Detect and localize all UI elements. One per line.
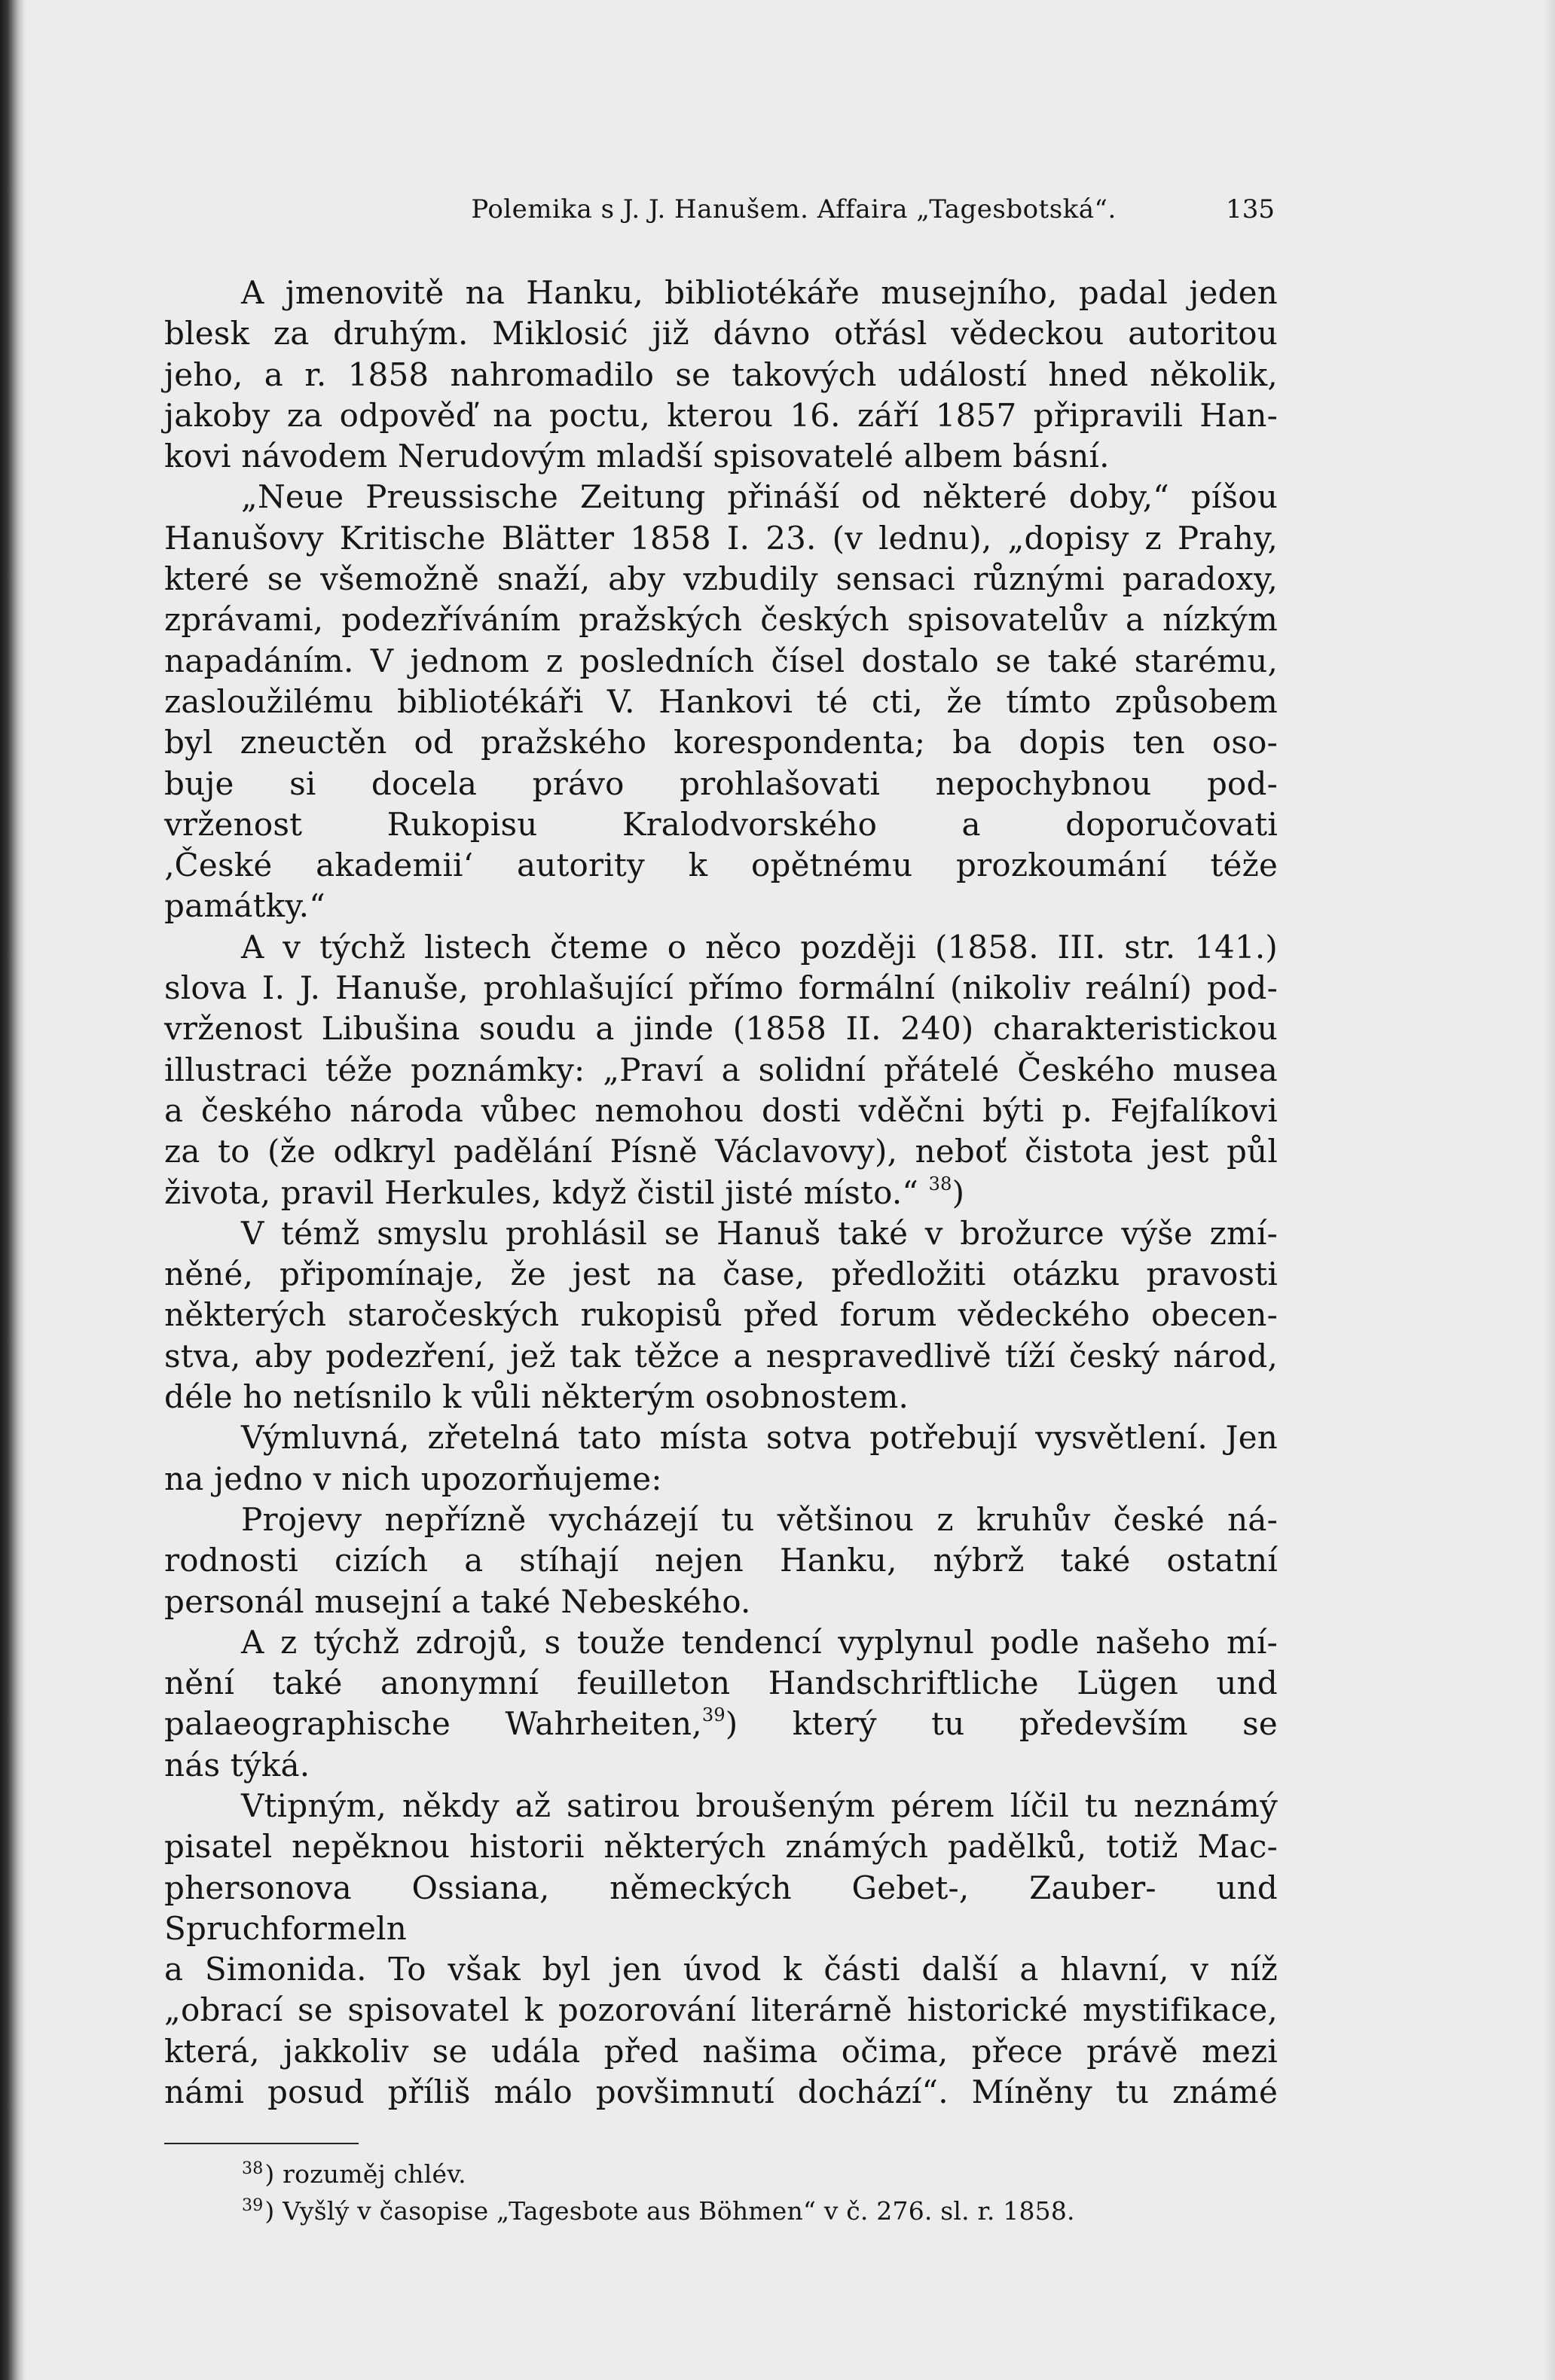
text-line: personál musejní a také Nebeského.: [164, 1582, 751, 1620]
text-line: které se všemožně snaží, aby vzbudily sensaci různými paradoxy,: [164, 560, 1278, 598]
footnote-39: [242, 2190, 1278, 2227]
text-line: vrženost Libušina soudu a jinde (1858 II. 240) charakteristickou: [164, 1010, 1278, 1048]
text-line: nění také anonymní feuilleton Handschriftliche Lügen und: [164, 1664, 1278, 1702]
text-line: nás týká.: [164, 1746, 310, 1783]
text-line: a Simonida. To však byl jen úvod k části další a hlavní, v níž: [164, 1951, 1278, 1988]
text-line-with-ref: života, pravil Herkules, když čistil jisté místo.“ $^{38}$): [164, 1173, 965, 1211]
running-header: [164, 194, 1278, 240]
text-line: kovi návodem Nerudovým mladší spisovatelé albem básní.: [164, 438, 1110, 475]
text-line: vrženost Rukopisu Kralodvorského a doporučovati: [164, 805, 1278, 843]
text-line: Projevy nepřízně vycházejí tu většinou z kruhův české ná-: [241, 1500, 1278, 1538]
header-title: Polemika s J. J. Hanušem. Affaira „Tagesbotská“.: [471, 194, 1117, 224]
text-line: námi posud příliš málo povšimnutí dochází“. Míněny tu známé: [164, 2073, 1278, 2111]
text-line: některých staročeských rukopisů před forum vědeckého obecen-: [164, 1296, 1278, 1334]
text-line-with-ref: palaeographische Wahrheiten,$^{39}$) který tu především se: [164, 1704, 1278, 1743]
scan-edge-right: [1544, 0, 1555, 2380]
text-line: zasloužilému bibliotékáři V. Hankovi té cti, že tímto způsobem: [164, 682, 1278, 720]
text-line: jakoby za odpověď na poctu, kterou 16. září 1857 připravili Han-: [164, 396, 1278, 434]
text-line: déle ho netísnilo k vůli některým osobnostem.: [164, 1378, 909, 1416]
text-line: A v týchž listech čteme o něco později (1858. III. str. 141.): [241, 928, 1278, 966]
text-line: a českého národa vůbec nemohou dosti vděčni býti p. Fejfalíkovi: [164, 1091, 1278, 1129]
text-line: jeho, a r. 1858 nahromadilo se takových událostí hned několik,: [164, 355, 1278, 393]
footnote-rule: [164, 2143, 359, 2144]
scan-edge-left: [0, 0, 26, 2380]
footnote-text: ) Vyšlý v časopise „Tagesbote aus Böhmen“ v č. 276. sl. r. 1858.: [264, 2196, 1075, 2226]
footnote-mark: 39: [242, 2196, 264, 2216]
footnote-text: ) rozuměj chlév.: [264, 2159, 466, 2189]
text-line: památky.“: [164, 887, 325, 925]
text-line: která, jakkoliv se udála před našima očima, přece právě mezi: [164, 2032, 1278, 2070]
text-line: napadáním. V jednom z posledních čísel dostalo se také starému,: [164, 642, 1278, 679]
text-line: V témž smyslu prohlásil se Hanuš také v brožurce výše zmí-: [241, 1214, 1278, 1252]
text-line: stva, aby podezření, jež tak těžce a nespravedlivě tíží český národ,: [164, 1337, 1278, 1375]
text-line: A jmenovitě na Hanku, bibliotékáře musejního, padal jeden: [241, 274, 1278, 311]
line-text: života, pravil Herkules, když čistil jisté místo.“: [164, 1173, 919, 1211]
book-page: [164, 194, 1278, 2227]
text-line: něné, připomínaje, že jest na čase, předložiti otázku pravosti: [164, 1256, 1278, 1293]
text-line: Vtipným, někdy až satirou broušeným pérem líčil tu neznámý: [241, 1787, 1278, 1824]
text-line: rodnosti cizích a stíhají nejen Hanku, nýbrž také ostatní: [164, 1542, 1278, 1579]
text-line: na jedno v nich upozorňujeme:: [164, 1460, 662, 1497]
text-line: slova I. J. Hanuše, prohlašující přímo formální (nikoliv reální) pod-: [164, 969, 1278, 1007]
line-text: palaeographische Wahrheiten,: [164, 1705, 702, 1743]
text-line: byl zneuctěn od pražského korespondenta; ba dopis ten oso-: [164, 724, 1278, 761]
text-line: Hanušovy Kritische Blätter 1858 I. 23. (v lednu), „dopisy z Prahy,: [164, 519, 1278, 557]
text-line: „Neue Preussische Zeitung přináší od některé doby,“ píšou: [241, 478, 1278, 516]
text-line: illustraci téže poznámky: „Praví a solidní přátelé Českého musea: [164, 1051, 1278, 1088]
page-number: 135: [1226, 194, 1275, 224]
footnote-ref-39: 39: [701, 1704, 726, 1726]
footnote-38: [242, 2153, 1278, 2190]
text-line: za to (že odkryl padělání Písně Václavovy), neboť čistota jest půl: [164, 1133, 1278, 1170]
text-line: blesk za druhým. Miklosić již dávno otřásl vědeckou autoritou: [164, 315, 1278, 352]
text-line: phersonova Ossiana, německých Gebet-, Zauber- und Spruchformeln: [164, 1869, 1278, 1947]
text-line: buje si docela právo prohlašovati nepochybnou pod-: [164, 764, 1278, 802]
text-line: ‚České akademii‘ autority k opětnému prozkoumání téže: [164, 847, 1278, 884]
footnote-mark: 38: [242, 2159, 264, 2179]
line-tail: který tu především se: [792, 1705, 1278, 1743]
footnote-ref-38: 38: [928, 1173, 952, 1195]
text-line: pisatel nepěknou historii některých známých padělků, totiž Mac-: [164, 1828, 1278, 1866]
text-line: zprávami, podezříváním pražských českých spisovatelův a nízkým: [164, 601, 1278, 639]
body-text: [164, 273, 1278, 2113]
text-line: Výmluvná, zřetelná tato místa sotva potřebují vysvětlení. Jen: [241, 1419, 1278, 1457]
text-line: „obrací se spisovatel k pozorování literárně historické mystifikace,: [164, 1991, 1278, 2029]
text-line: A z týchž zdrojů, s touže tendencí vyplynul podle našeho mí-: [241, 1623, 1278, 1661]
